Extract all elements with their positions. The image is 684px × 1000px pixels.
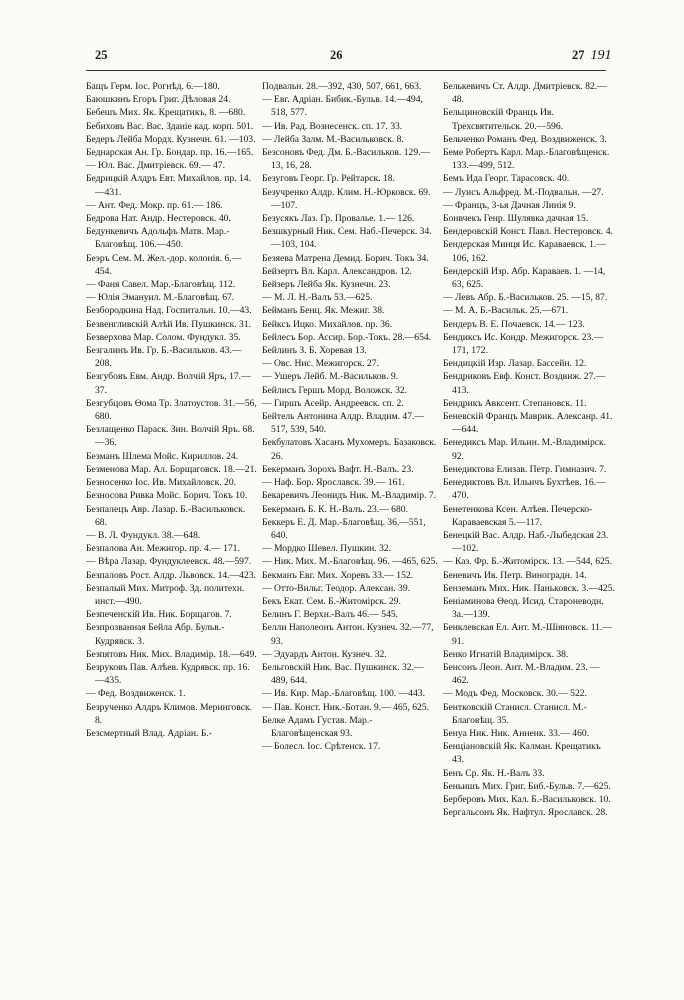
- directory-entry: Белли Наполеонъ Антон. Кузнеч. 32.—77, 93.: [262, 622, 434, 647]
- directory-entry: — Евг. Адріан. Бибик.-Бульв. 14.—494, 518, 577.: [262, 94, 423, 119]
- directory-entry: Безносенко Іос. Ив. Михайловск. 20.: [86, 477, 237, 489]
- directory-entry: Бедеръ Лейба Мордх. Кузнечн. 61. —103.: [86, 133, 256, 145]
- directory-entry: Безпалова Ан. Межигор. пр. 4.— 171.: [86, 543, 240, 555]
- directory-entry: Бендрикъ Авксент. Степановск. 11.: [443, 397, 587, 409]
- directory-entry: — Фед. Воздвиженск. 1.: [86, 688, 186, 700]
- directory-entry: Бентковскій Станисл. Станисл. М.-Благовѣщ. 35.: [443, 701, 587, 726]
- directory-entry: Белинъ Г. Верхн.-Валъ 46.— 545.: [262, 609, 399, 621]
- directory-entry: Беме Робертъ Карл. Мар.-Благовѣщенск. 133.—499, 512.: [443, 147, 610, 172]
- directory-entry: Бенціановскій Як. Калман. Крещатикъ 43.: [443, 741, 601, 766]
- directory-entry: Безпалецъ Авр. Лазар. Б.-Васильковск. 68.: [86, 503, 246, 528]
- handwritten-page-number: 191: [590, 48, 612, 63]
- directory-entry: Бащъ Герм. Іос. Рогнѣд. 6.—180.: [86, 81, 220, 92]
- directory-entry: Бекъ Екат. Сем. Б.-Житомірск. 29.: [262, 595, 401, 607]
- directory-entry: Бенедиктова Елизав. Петр. Гимназич. 7.: [443, 463, 607, 475]
- directory-entry: Безносова Ривка Мойс. Борич. Токъ 10.: [86, 490, 248, 502]
- directory-entry: — Луисъ Альфред. М.-Подвальн. —27.: [443, 186, 604, 198]
- directory-entry: Бейксъ Ицко. Михайлов. пр. 36.: [262, 318, 393, 330]
- directory-entry: Беэръ Сем. М. Жел.-дор. колонія. 6.—454.: [86, 252, 242, 277]
- directory-entry: Бейлисъ Гершъ Морд. Воложск. 32.: [262, 384, 408, 396]
- directory-entry: Бендерскій Изр. Абр. Караваев. 1. —14, 63, 625.: [443, 265, 606, 291]
- right-page-number: [572, 48, 612, 64]
- directory-entry: Бейзеръ Лейба Як. Кузнечн. 23.: [262, 279, 391, 291]
- page-header: [0, 48, 684, 68]
- header-rule: [86, 70, 606, 71]
- directory-entry: — Болесл. Іос. Срѣтенск. 17.: [262, 741, 381, 753]
- directory-entry: Безруковъ Пав. Алѣев. Кудрявск. пр. 16.—435.: [86, 661, 250, 687]
- directory-entry: Бенецкій Вас. Алдр. Наб.-Лыбедская 23.—102.: [443, 529, 609, 555]
- directory-entry: — Вѣра Лазар. Фундуклеевск. 48.—597.: [86, 556, 252, 568]
- center-page-number: 26: [330, 48, 343, 62]
- directory-entry: Бенземанъ Мих. Ник. Паньковск. 3.—425.: [443, 582, 615, 594]
- right-page-number-text: 27: [572, 48, 585, 62]
- directory-entry: Безпаловъ Рост. Алдр. Львовск. 14.—423.: [86, 569, 256, 581]
- directory-entry: Бенсонъ Леон. Ант. М.-Владим. 23. —462.: [443, 661, 600, 687]
- directory-entry: Беккеръ Е. Д. Мар.-Благовѣщ. 36.—551, 640.: [262, 516, 426, 541]
- directory-entry: — Юлія Эмануил. М.-Благовѣщ. 67.: [86, 292, 235, 304]
- directory-entry: Бергальсонъ Як. Нафтул. Ярославск. 28.: [443, 807, 608, 819]
- directory-entry: Беневичъ Ив. Петр. Виноградн. 14.: [443, 569, 587, 581]
- directory-entry: Безвенгливскій Алѣй Ив. Пушкинск. 31.: [86, 318, 251, 330]
- directory-entry: Бебешъ Мих. Як. Крещатикъ, 8. —680.: [86, 107, 246, 119]
- directory-entry: Безгубовъ Евм. Андр. Волчій Яръ, 17.—37.: [86, 371, 251, 396]
- directory-entry: Белькевичъ Ст. Алдр. Дмитріевск. 82.—48.: [443, 81, 607, 106]
- directory-entry: Бейлесъ Бор. Ассир. Бор.-Токъ. 28.—654.: [262, 331, 432, 343]
- directory-entry: Бендриковъ Евф. Конст. Воздвиж. 27.—413.: [443, 371, 606, 396]
- directory-entry: Бенко Игнатій Владимірск. 38.: [443, 648, 569, 660]
- directory-column-2: [262, 80, 438, 753]
- directory-entry: Бекманъ Евг. Мих. Хоревъ 33.— 152.: [262, 569, 414, 581]
- directory-entry: — Гиршъ Асейр. Андреевск. сп. 2.: [262, 397, 404, 409]
- directory-entry: Безбородкина Над. Госпитальн. 10.—43.: [86, 305, 252, 317]
- directory-entry: Безверхова Мар. Солом. Фундукл. 35.: [86, 331, 241, 343]
- directory-entry: Безшкурный Ник. Сем. Наб.-Печерск. 34.—103, 104.: [262, 226, 432, 251]
- directory-entry: Бенетенкова Ксен. Алѣев. Печерско-Караваевская 5.—117.: [443, 503, 593, 528]
- directory-entry: Безпрозванная Бейла Абр. Бульв.-Кудрявск. 3.: [86, 622, 225, 647]
- directory-entry: Бедрова Нат. Андр. Нестеровск. 40.: [86, 213, 231, 225]
- directory-entry: Безсмертный Влад. Адріан. Б.-: [86, 727, 212, 739]
- directory-entry: Бейлинъ З. Б. Хоревая 13.: [262, 345, 367, 357]
- directory-entry: Беніаминова Ѳеод. Исид. Староневодн. 3а.—139.: [443, 595, 604, 621]
- left-page-number: 25: [95, 48, 108, 62]
- directory-entry: — Мордко Шевел. Пушкин. 32.: [262, 543, 392, 555]
- directory-entry: — Каз. Фр. Б.-Житомірск. 13. —544, 625.: [443, 556, 613, 568]
- directory-entry: Безгубцовъ Ѳома Тр. Златоустов. 31.—56, 680.: [86, 397, 257, 423]
- directory-entry: Бельциновскій Францъ Ив. Трехсвятительск. 20.—596.: [443, 107, 564, 132]
- directory-entry: Бекбулатовъ Хасанъ Мухомеръ. Базаковск. 26.: [262, 437, 437, 462]
- directory-entry: Беневскій Францъ Маврик. Алексанр. 41.—644.: [443, 411, 613, 436]
- directory-entry: Бельговскій Ник. Вас. Пушкинск. 32.—489, 644.: [262, 661, 424, 687]
- directory-entry: — Модъ Фед. Московск. 30.— 522.: [443, 688, 587, 700]
- directory-entry: Баюшкинъ Егоръ Григ. Дѣловая 24.: [86, 94, 231, 106]
- directory-entry: Бендеровскій Конст. Павл. Нестеровск. 4.: [443, 226, 613, 238]
- directory-entry: Бемъ Ида Георг. Тарасовск. 40.: [443, 173, 570, 185]
- directory-entry: — М. А. Б.-Васильк. 25.—671.: [443, 305, 569, 317]
- directory-entry: Бельченко Романъ Фед. Воздвиженск. 3.: [443, 133, 607, 145]
- directory-entry: Бенъ Ср. Як. Н.-Валъ 33.: [443, 767, 545, 779]
- directory-entry: Бендерская Минця Ис. Караваевск. 1.—106, 162.: [443, 239, 606, 264]
- directory-entry: Безменова Мар. Ал. Борщаговск. 18.—21.: [86, 463, 257, 475]
- directory-entry: Бейтель Антонина Алдр. Владим. 47.—517, 539, 540.: [262, 411, 425, 436]
- directory-entry: — Фаня Савел. Мар.-Благовѣщ. 112.: [86, 279, 236, 291]
- directory-entry: Бекерманъ Б. К. Н.-Валъ. 23.— 680.: [262, 503, 408, 515]
- directory-entry: Подвальн. 28.—392, 430, 507, 661, 663.: [262, 81, 422, 92]
- directory-entry: — Ив. Рад. Вознесенск. сп. 17. 33.: [262, 120, 403, 132]
- directory-entry: Бекаревичъ Леонидъ Ник. М.-Владимір. 7.: [262, 490, 437, 502]
- directory-entry: — Ник. Мих. М.-Благовѣщ. 96. —465, 625.: [262, 556, 438, 568]
- directory-entry: Бейманъ Бенц. Як. Межиг. 38.: [262, 305, 385, 317]
- directory-entry: Бенуа Ник. Ник. Анненк. 33.— 460.: [443, 727, 590, 739]
- directory-entry: — Овс. Нис. Межигорск. 27.: [262, 358, 379, 370]
- directory-entry: Бенедиксъ Мар. Ильин. М.-Владимірск. 92.: [443, 437, 607, 462]
- directory-entry: Безучренко Алдр. Клим. Н.-Юрковск. 69.—107.: [262, 186, 431, 211]
- directory-entry: — Левъ Абр. Б.-Васильков. 25. —15, 87.: [443, 292, 608, 304]
- directory-entry: Безрученко Алдръ Климов. Меринговск. 8.: [86, 701, 253, 726]
- directory-entry: — Отто-Вильг. Теодор. Алексан. 39.: [262, 582, 411, 594]
- directory-entry: Берберовъ Мих. Кал. Б.-Васильковск. 10.: [443, 793, 611, 805]
- directory-entry: Беднарская Ан. Гр. Бондар. пр. 16.—165.: [86, 147, 254, 159]
- directory-entry: Бенедиктовъ Вл. Ильичъ Бухтѣев. 16.—470.: [443, 477, 606, 502]
- directory-entry: Бедункевичъ Адольфъ Матв. Мар.-Благовѣщ. 106.—450.: [86, 226, 230, 251]
- directory-entry: Безяева Матрена Демид. Борич. Токъ 34.: [262, 252, 429, 264]
- directory-entry: Безлащенко Параск. Зин. Волчій Яръ. 68.—36.: [86, 424, 255, 449]
- directory-entry: Бендеръ В. Е. Почаевск. 14.— 123.: [443, 318, 585, 330]
- directory-column-3: [443, 80, 615, 819]
- directory-entry: — Ант. Фед. Мокр. пр. 61.— 186.: [86, 199, 223, 211]
- directory-entry: Безманъ Шлема Мойс. Кириллов. 24.: [86, 450, 239, 462]
- directory-entry: Бендицкій Изр. Лазар. Бассейн. 12.: [443, 358, 587, 370]
- directory-entry: Бендиксъ Ис. Кондр. Межигорск. 23.—171, 172.: [443, 331, 604, 357]
- directory-entry: Безпятовъ Ник. Мих. Владимір. 18.—649.: [86, 648, 257, 660]
- directory-entry: Бекерманъ Зорохъ Вафт. Н.-Валъ. 23.: [262, 463, 414, 475]
- directory-entry: — Францъ, 3-ья Дачная Линія 9.: [443, 199, 576, 211]
- directory-entry: — Пав. Конст. Ник.-Ботан. 9.— 465, 625.: [262, 701, 430, 713]
- directory-column-1: [86, 80, 258, 740]
- directory-entry: — Юл. Вас. Дмитріевск. 69.— 47.: [86, 160, 225, 172]
- directory-entry: — Ив. Кир. Мар.-Благовѣщ. 100. —443.: [262, 688, 425, 700]
- directory-entry: — Лейба Залм. М.-Васильковск. 8.: [262, 133, 404, 145]
- directory-entry: — Эдуардъ Антон. Кузнеч. 32.: [262, 648, 387, 660]
- directory-entry: — Наф. Бор. Ярославск. 39.— 161.: [262, 477, 405, 489]
- directory-entry: Бенклевская Ел. Ант. М.-Шіяновск. 11.—91.: [443, 622, 612, 647]
- directory-entry: Безсоновъ Фед. Дм. Б.-Васильков. 129.—13, 16, 28.: [262, 147, 431, 172]
- directory-entry: Бедрицкій Алдръ Евт. Михайлов. пр. 14.—431.: [86, 173, 251, 198]
- directory-entry: Белке Адамъ Густав. Мар.-Благовѣщенская 93.: [262, 714, 373, 739]
- directory-entry: Беньишъ Мих. Григ. Биб.-Бульв. 7.—625.: [443, 780, 611, 792]
- directory-entry: Безгалинъ Ив. Гр. Б.-Васильков. 43.—208.: [86, 345, 242, 370]
- directory-entry: Бебиховъ Вас. Вас. Зданіе кад. корп. 501.: [86, 120, 254, 132]
- directory-entry: Безусякъ Лаз. Гр. Провалье. 1.— 126.: [262, 213, 415, 225]
- directory-entry: Безпалый Мих. Митроф. Зд. политехн. инст.—490.: [86, 582, 245, 607]
- directory-entry: — Ушеръ Лейб. М.-Васильков. 9.: [262, 371, 399, 383]
- directory-entry: Бонвчекъ Генр. Шулявка дачная 15.: [443, 213, 589, 225]
- directory-entry: Безуговъ Георг. Гр. Рейтарск. 18.: [262, 173, 395, 185]
- directory-entry: Безпеченскій Ив. Ник. Борщагов. 7.: [86, 609, 232, 621]
- directory-entry: Бейзертъ Вл. Карл. Александров. 12.: [262, 265, 412, 277]
- directory-entry: — М. Л. Н.-Валъ 53.—625.: [262, 292, 373, 304]
- directory-entry: — В. Л. Фундукл. 38.—648.: [86, 529, 201, 541]
